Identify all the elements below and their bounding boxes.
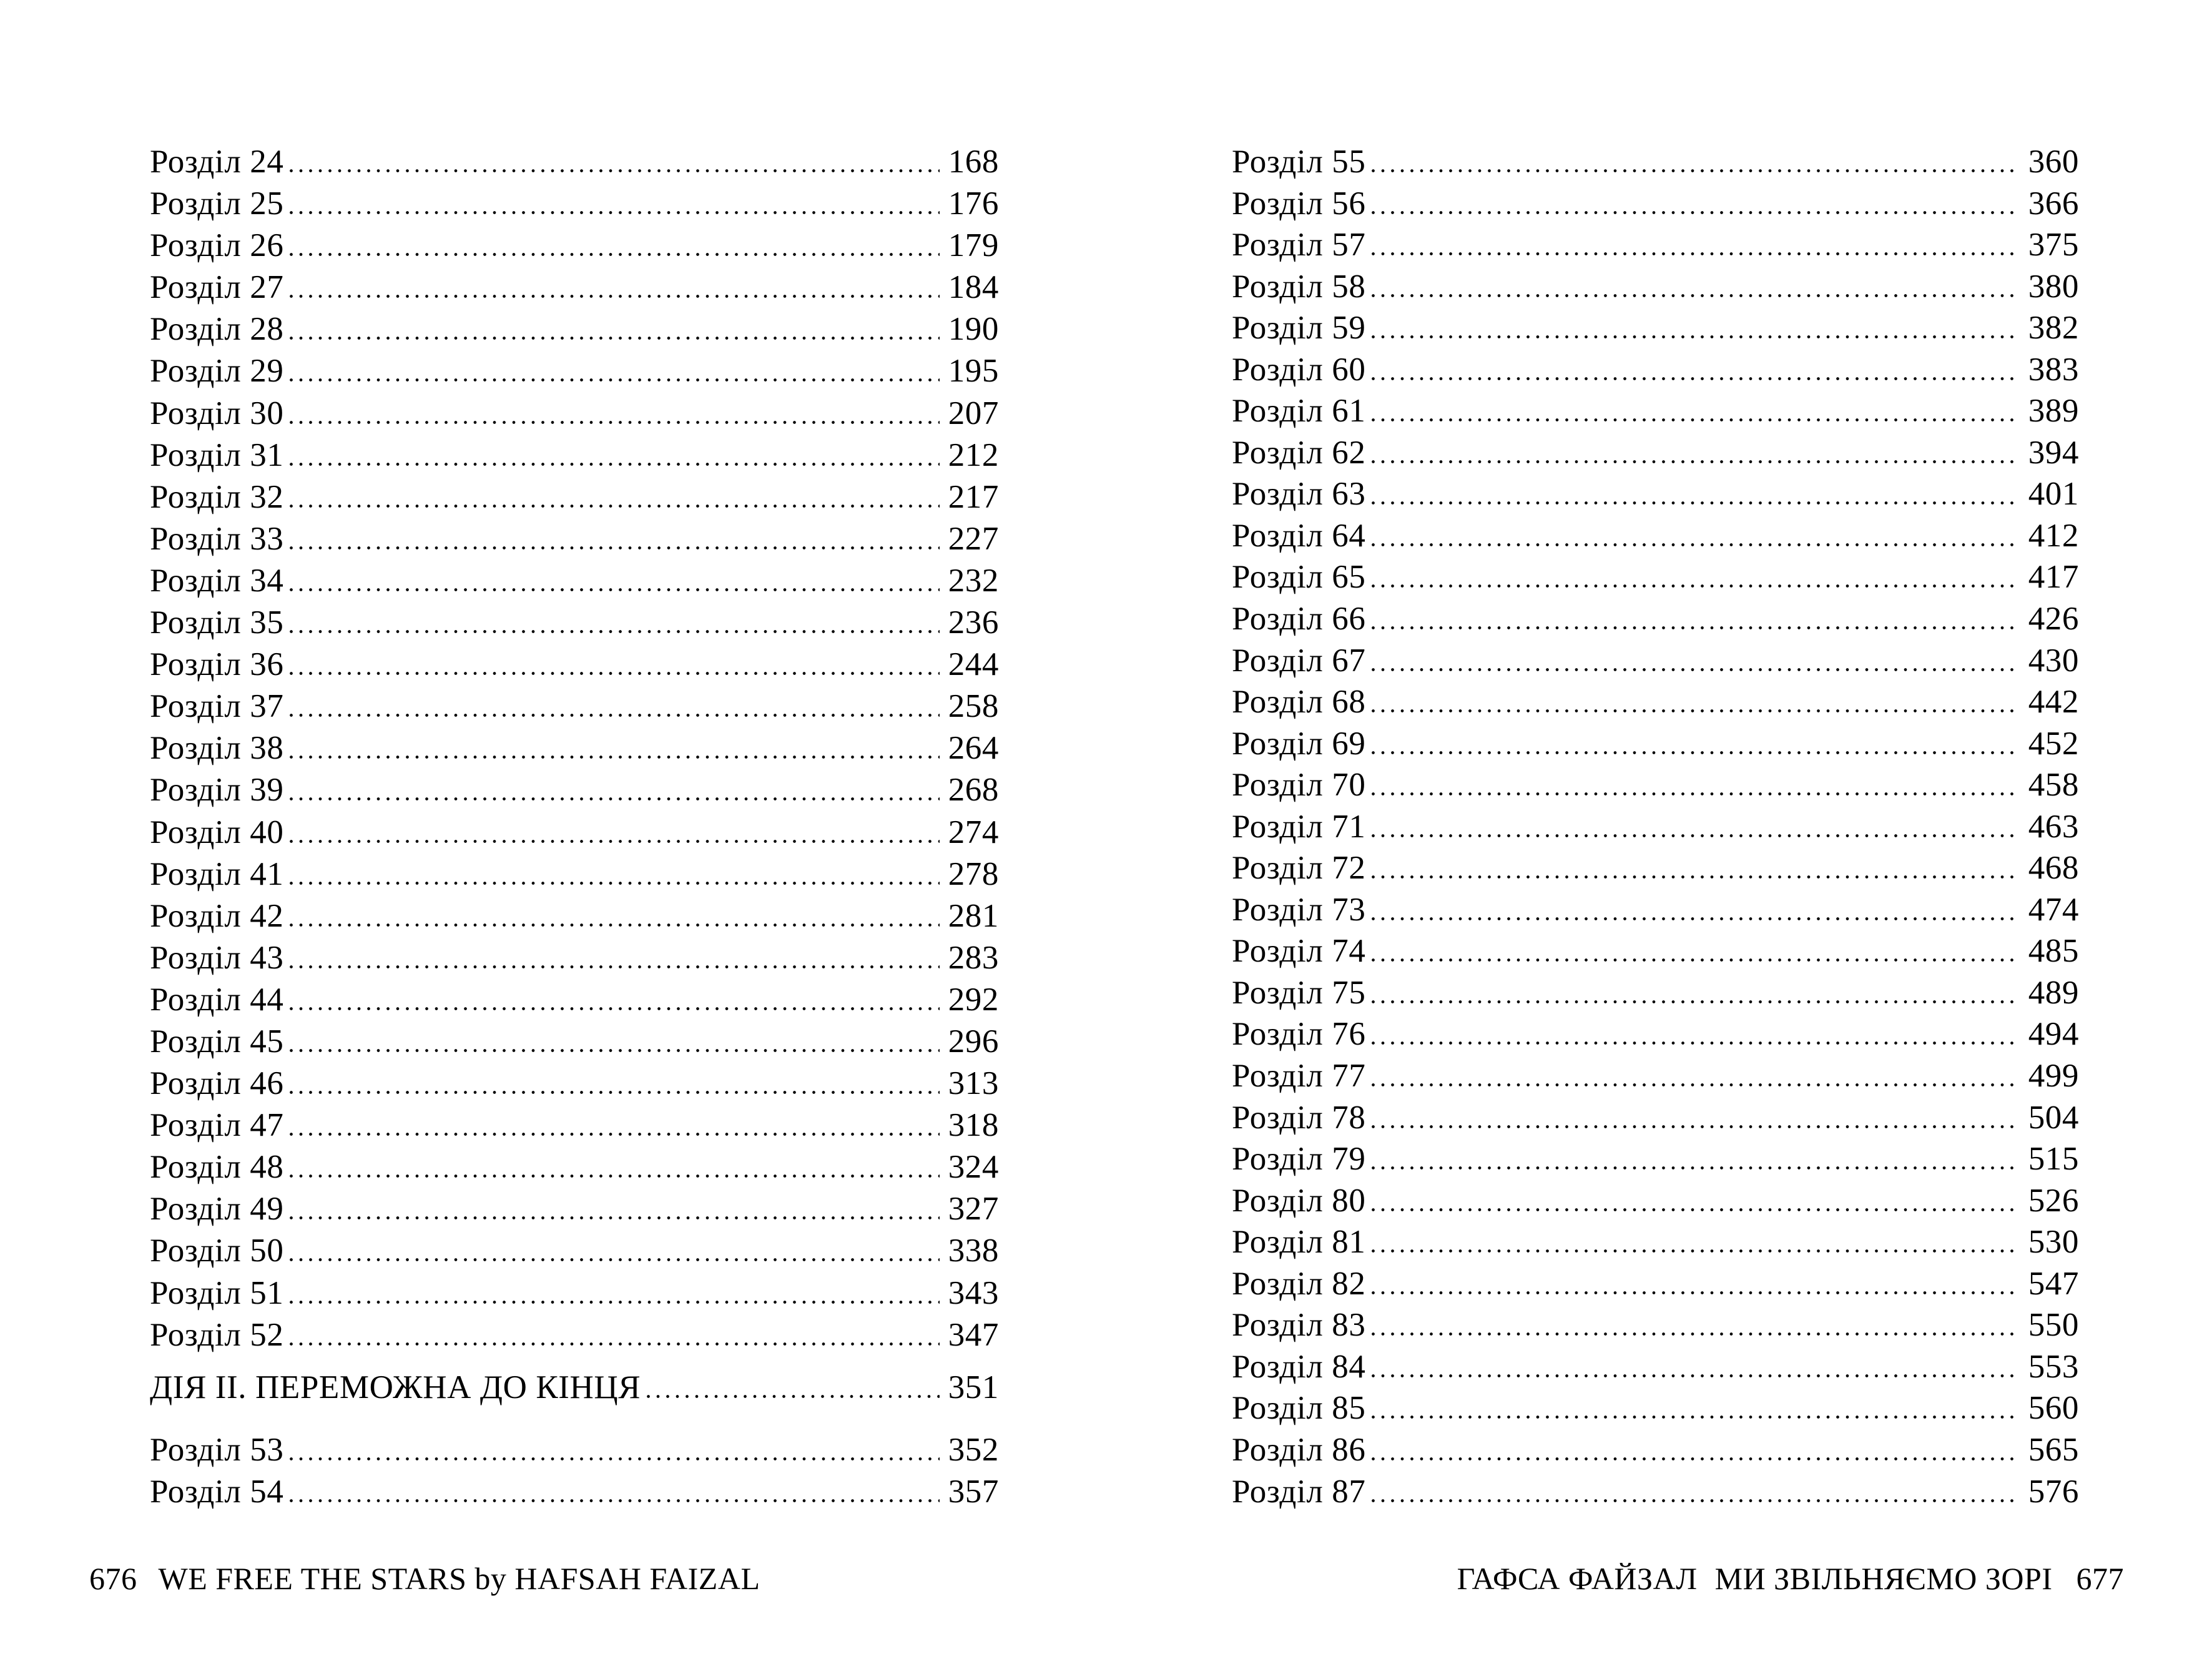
dot-leader xyxy=(290,1457,939,1460)
toc-entry-page-number: 412 xyxy=(2028,517,2079,554)
toc-entry-label: Розділ 73 xyxy=(1232,891,1366,928)
toc-entry-page-number: 426 xyxy=(2028,601,2079,638)
toc-entry-page-number: 352 xyxy=(948,1431,999,1468)
toc-entry-row xyxy=(1232,1346,2079,1388)
toc-entry-label: Розділ 74 xyxy=(1232,933,1366,970)
toc-entry-row xyxy=(1232,847,2079,889)
toc-entry-page-number: 430 xyxy=(2028,642,2079,679)
right-page-toc-column xyxy=(1232,141,2079,1512)
toc-entry-page-number: 474 xyxy=(2028,891,2079,928)
toc-entry-row xyxy=(150,937,999,979)
toc-entry-page-number: 463 xyxy=(2028,808,2079,845)
left-page-footer xyxy=(89,1560,760,1597)
dot-leader xyxy=(1372,668,2019,671)
toc-entry-row xyxy=(1232,1180,2079,1222)
toc-entry-page-number: 292 xyxy=(948,981,999,1018)
toc-entry-page-number: 281 xyxy=(948,897,999,934)
dot-leader xyxy=(1372,958,2019,962)
toc-entry-label: Розділ 44 xyxy=(150,981,284,1018)
dot-leader xyxy=(1372,377,2019,380)
toc-entry-label: Розділ 28 xyxy=(150,311,284,348)
dot-leader xyxy=(1372,1332,2019,1336)
dot-leader xyxy=(290,1216,939,1219)
toc-entry-label: Розділ 32 xyxy=(150,478,284,515)
dot-leader xyxy=(1372,460,2019,463)
toc-entry-page-number: 547 xyxy=(2028,1265,2079,1302)
toc-entry-page-number: 258 xyxy=(948,688,999,725)
dot-leader xyxy=(290,965,939,968)
toc-entry-row xyxy=(150,1063,999,1105)
toc-entry-label: Розділ 38 xyxy=(150,730,284,767)
toc-entry-page-number: 207 xyxy=(948,395,999,431)
toc-entry-row xyxy=(1232,141,2079,183)
toc-entry-row xyxy=(1232,224,2079,266)
dot-leader xyxy=(290,546,939,549)
toc-entry-page-number: 217 xyxy=(948,478,999,515)
dot-leader xyxy=(290,463,939,466)
toc-act-heading-label: ДІЯ II. ПЕРЕМОЖНА ДО КІНЦЯ xyxy=(150,1369,641,1405)
toc-entry-page-number: 499 xyxy=(2028,1058,2079,1095)
toc-act-heading-row xyxy=(150,1367,999,1409)
toc-entry-row xyxy=(1232,889,2079,931)
toc-entry-page-number: 296 xyxy=(948,1023,999,1060)
dot-leader xyxy=(290,1258,939,1261)
toc-entry-label: Розділ 86 xyxy=(1232,1431,1366,1468)
left-footer-byline: by HAFSAH FAIZAL xyxy=(474,1561,760,1596)
toc-entry-row xyxy=(1232,930,2079,972)
toc-entry-row xyxy=(150,1314,999,1356)
toc-entry-label: Розділ 24 xyxy=(150,144,284,180)
toc-entry-row xyxy=(150,435,999,476)
toc-entry-row xyxy=(150,141,999,183)
dot-leader xyxy=(290,337,939,340)
dot-leader xyxy=(290,672,939,675)
dot-leader xyxy=(1372,792,2019,795)
dot-leader xyxy=(1372,543,2019,546)
toc-entry-page-number: 227 xyxy=(948,520,999,557)
toc-entry-row xyxy=(1232,806,2079,848)
toc-entry-page-number: 357 xyxy=(948,1473,999,1510)
toc-entry-row xyxy=(150,1188,999,1230)
toc-entry-page-number: 278 xyxy=(948,855,999,892)
dot-leader xyxy=(290,1133,939,1136)
dot-leader xyxy=(290,756,939,759)
toc-entry-label: Розділ 83 xyxy=(1232,1307,1366,1344)
dot-leader xyxy=(1372,1000,2019,1003)
toc-entry-label: Розділ 80 xyxy=(1232,1182,1366,1219)
toc-entry-row xyxy=(150,602,999,644)
toc-entry-row xyxy=(150,393,999,435)
dot-leader xyxy=(1372,211,2019,214)
toc-entry-page-number: 184 xyxy=(948,269,999,306)
toc-entry-label: Розділ 34 xyxy=(150,562,284,599)
toc-entry-page-number: 318 xyxy=(948,1107,999,1144)
toc-entry-page-number: 560 xyxy=(2028,1390,2079,1427)
dot-leader xyxy=(290,588,939,591)
toc-entry-label: Розділ 87 xyxy=(1232,1473,1366,1510)
toc-entry-page-number: 458 xyxy=(2028,767,2079,804)
toc-entry-page-number: 485 xyxy=(2028,933,2079,970)
dot-leader xyxy=(290,253,939,256)
toc-entry-page-number: 236 xyxy=(948,604,999,641)
toc-entry-label: Розділ 59 xyxy=(1232,310,1366,347)
toc-entry-row xyxy=(1232,1429,2079,1471)
toc-entry-page-number: 383 xyxy=(2028,351,2079,388)
toc-entry-label: Розділ 76 xyxy=(1232,1016,1366,1053)
dot-leader xyxy=(1372,875,2019,879)
toc-entry-label: Розділ 54 xyxy=(150,1473,284,1510)
toc-entry-label: Розділ 26 xyxy=(150,227,284,264)
toc-entry-row xyxy=(150,686,999,727)
toc-entry-page-number: 283 xyxy=(948,939,999,976)
toc-entry-page-number: 264 xyxy=(948,730,999,767)
toc-entry-label: Розділ 61 xyxy=(1232,393,1366,430)
toc-entry-row xyxy=(1232,1138,2079,1180)
toc-entry-label: Розділ 35 xyxy=(150,604,284,641)
dot-leader xyxy=(290,1049,939,1052)
toc-entry-page-number: 375 xyxy=(2028,227,2079,263)
toc-entry-page-number: 327 xyxy=(948,1191,999,1228)
toc-entry-label: Розділ 25 xyxy=(150,185,284,222)
toc-entry-row xyxy=(150,1146,999,1188)
toc-entry-row xyxy=(150,1273,999,1314)
toc-entry-label: Розділ 30 xyxy=(150,395,284,431)
toc-entry-row xyxy=(1232,183,2079,225)
dot-leader xyxy=(290,797,939,800)
toc-entry-row xyxy=(1232,972,2079,1014)
toc-entry-label: Розділ 43 xyxy=(150,939,284,976)
toc-entry-label: Розділ 58 xyxy=(1232,268,1366,305)
toc-entry-row xyxy=(1232,681,2079,723)
toc-entry-row xyxy=(150,267,999,308)
right-page-folio: 677 xyxy=(2076,1561,2124,1596)
toc-entry-label: Розділ 48 xyxy=(150,1149,284,1186)
dot-leader xyxy=(290,295,939,298)
dot-leader xyxy=(1372,1166,2019,1169)
toc-entry-row xyxy=(150,350,999,392)
toc-entry-row xyxy=(1232,349,2079,391)
toc-entry-row xyxy=(1232,1263,2079,1305)
dot-leader xyxy=(290,1499,939,1502)
toc-entry-page-number: 468 xyxy=(2028,850,2079,887)
dot-leader xyxy=(1372,751,2019,754)
toc-entry-label: Розділ 70 xyxy=(1232,767,1366,804)
dot-leader xyxy=(1372,335,2019,338)
toc-entry-row xyxy=(150,1021,999,1063)
dot-leader xyxy=(290,1301,939,1304)
toc-entry-page-number: 526 xyxy=(2028,1182,2079,1219)
toc-entry-row xyxy=(1232,1097,2079,1139)
left-page-toc-column xyxy=(150,141,999,1513)
toc-entry-row xyxy=(1232,723,2079,765)
dot-leader xyxy=(290,1091,939,1094)
toc-entry-page-number: 212 xyxy=(948,436,999,473)
toc-entry-page-number: 274 xyxy=(948,814,999,850)
toc-entry-label: Розділ 64 xyxy=(1232,517,1366,554)
dot-leader xyxy=(290,421,939,424)
toc-entry-label: Розділ 62 xyxy=(1232,434,1366,471)
dot-leader xyxy=(290,211,939,214)
dot-leader xyxy=(1372,1499,2019,1502)
toc-entry-label: Розділ 50 xyxy=(150,1233,284,1269)
right-page-footer xyxy=(1457,1560,2124,1597)
toc-entry-row xyxy=(150,895,999,937)
toc-entry-label: Розділ 72 xyxy=(1232,850,1366,887)
toc-entry-label: Розділ 45 xyxy=(150,1023,284,1060)
toc-entry-row xyxy=(1232,390,2079,432)
left-page-folio: 676 xyxy=(89,1561,137,1596)
toc-entry-label: Розділ 57 xyxy=(1232,227,1366,263)
toc-entry-page-number: 351 xyxy=(948,1369,999,1405)
toc-entry-row xyxy=(150,183,999,225)
toc-entry-row xyxy=(150,727,999,769)
toc-entry-row xyxy=(150,644,999,686)
toc-entry-row xyxy=(150,812,999,854)
dot-leader xyxy=(1372,1291,2019,1294)
toc-entry-row xyxy=(150,1230,999,1272)
toc-entry-page-number: 382 xyxy=(2028,310,2079,347)
toc-entry-row xyxy=(150,979,999,1021)
toc-entry-row xyxy=(150,769,999,811)
toc-entry-label: Розділ 81 xyxy=(1232,1224,1366,1261)
dot-leader xyxy=(290,630,939,633)
dot-leader xyxy=(1372,1083,2019,1086)
toc-entry-row xyxy=(150,476,999,518)
toc-entry-page-number: 168 xyxy=(948,144,999,180)
dot-leader xyxy=(1372,501,2019,505)
dot-leader xyxy=(290,923,939,927)
toc-entry-label: Розділ 75 xyxy=(1232,974,1366,1011)
toc-entry-page-number: 366 xyxy=(2028,185,2079,222)
dot-leader xyxy=(1372,1208,2019,1211)
dot-leader xyxy=(1372,418,2019,421)
dot-leader xyxy=(290,169,939,172)
toc-entry-label: Розділ 27 xyxy=(150,269,284,306)
toc-entry-label: Розділ 41 xyxy=(150,855,284,892)
toc-entry-page-number: 515 xyxy=(2028,1141,2079,1178)
toc-entry-row xyxy=(150,518,999,560)
dot-leader xyxy=(1372,709,2019,712)
toc-entry-row xyxy=(1232,1304,2079,1346)
dot-leader xyxy=(1372,1374,2019,1377)
toc-entry-label: Розділ 84 xyxy=(1232,1348,1366,1385)
toc-entry-page-number: 530 xyxy=(2028,1224,2079,1261)
toc-entry-label: Розділ 52 xyxy=(150,1316,284,1353)
dot-leader xyxy=(290,1174,939,1178)
dot-leader xyxy=(1372,294,2019,297)
toc-entry-label: Розділ 65 xyxy=(1232,559,1366,596)
toc-entry-page-number: 232 xyxy=(948,562,999,599)
right-footer-book-title: МИ ЗВІЛЬНЯЄМО ЗОРІ xyxy=(1714,1561,2053,1596)
toc-entry-label: Розділ 36 xyxy=(150,646,284,683)
toc-entry-label: Розділ 71 xyxy=(1232,808,1366,845)
dot-leader xyxy=(1372,626,2019,629)
toc-entry-row xyxy=(1232,1387,2079,1429)
toc-entry-page-number: 343 xyxy=(948,1274,999,1311)
dot-leader xyxy=(290,1342,939,1346)
toc-entry-label: Розділ 69 xyxy=(1232,725,1366,762)
toc-entry-page-number: 313 xyxy=(948,1065,999,1102)
dot-leader xyxy=(1372,1041,2019,1045)
dot-leader xyxy=(290,378,939,382)
toc-entry-label: Розділ 46 xyxy=(150,1065,284,1102)
toc-entry-label: Розділ 33 xyxy=(150,520,284,557)
dot-leader xyxy=(1372,917,2019,920)
toc-entry-page-number: 576 xyxy=(2028,1473,2079,1510)
toc-entry-page-number: 401 xyxy=(2028,476,2079,513)
toc-entry-label: Розділ 37 xyxy=(150,688,284,725)
toc-entry-row xyxy=(1232,556,2079,598)
toc-entry-page-number: 452 xyxy=(2028,725,2079,762)
toc-entry-label: Розділ 55 xyxy=(1232,144,1366,180)
toc-entry-label: Розділ 67 xyxy=(1232,642,1366,679)
toc-entry-page-number: 417 xyxy=(2028,559,2079,596)
toc-entry-row xyxy=(150,854,999,895)
toc-entry-row xyxy=(1232,764,2079,806)
toc-entry-label: Розділ 31 xyxy=(150,436,284,473)
toc-entry-page-number: 338 xyxy=(948,1233,999,1269)
toc-entry-row xyxy=(1232,1013,2079,1055)
toc-entry-row xyxy=(1232,473,2079,515)
dot-leader xyxy=(290,840,939,843)
toc-entry-label: Розділ 85 xyxy=(1232,1390,1366,1427)
toc-entry-page-number: 380 xyxy=(2028,268,2079,305)
dot-leader xyxy=(647,1395,939,1398)
toc-entry-label: Розділ 82 xyxy=(1232,1265,1366,1302)
toc-entry-row xyxy=(150,308,999,350)
dot-leader xyxy=(290,714,939,717)
toc-entry-label: Розділ 66 xyxy=(1232,601,1366,638)
toc-entry-label: Розділ 60 xyxy=(1232,351,1366,388)
left-footer-book-title: WE FREE THE STARS xyxy=(158,1561,467,1596)
toc-entry-label: Розділ 78 xyxy=(1232,1099,1366,1136)
dot-leader xyxy=(1372,1457,2019,1460)
toc-entry-page-number: 494 xyxy=(2028,1016,2079,1053)
dot-leader xyxy=(1372,1249,2019,1253)
toc-entry-label: Розділ 53 xyxy=(150,1431,284,1468)
toc-entry-page-number: 550 xyxy=(2028,1307,2079,1344)
toc-entry-row xyxy=(1232,515,2079,557)
toc-entry-label: Розділ 68 xyxy=(1232,684,1366,721)
toc-entry-page-number: 324 xyxy=(948,1149,999,1186)
toc-entry-page-number: 190 xyxy=(948,311,999,348)
toc-entry-page-number: 268 xyxy=(948,772,999,809)
toc-entry-row xyxy=(150,225,999,267)
toc-entry-page-number: 195 xyxy=(948,353,999,390)
dot-leader xyxy=(1372,1125,2019,1128)
toc-entry-label: Розділ 49 xyxy=(150,1191,284,1228)
toc-entry-page-number: 565 xyxy=(2028,1431,2079,1468)
toc-entry-label: Розділ 47 xyxy=(150,1107,284,1144)
right-footer-author: ГАФСА ФАЙЗАЛ xyxy=(1457,1561,1698,1596)
toc-entry-row xyxy=(1232,307,2079,349)
toc-entry-page-number: 504 xyxy=(2028,1099,2079,1136)
toc-entry-page-number: 553 xyxy=(2028,1348,2079,1385)
toc-entry-page-number: 179 xyxy=(948,227,999,264)
toc-entry-row xyxy=(1232,640,2079,682)
toc-entry-page-number: 394 xyxy=(2028,434,2079,471)
dot-leader xyxy=(290,505,939,508)
dot-leader xyxy=(1372,169,2019,172)
toc-entry-page-number: 347 xyxy=(948,1316,999,1353)
toc-entry-label: Розділ 51 xyxy=(150,1274,284,1311)
toc-entry-page-number: 360 xyxy=(2028,144,2079,180)
dot-leader xyxy=(1372,584,2019,588)
toc-entry-label: Розділ 77 xyxy=(1232,1058,1366,1095)
toc-entry-label: Розділ 40 xyxy=(150,814,284,850)
toc-entry-row xyxy=(1232,1221,2079,1263)
toc-entry-page-number: 489 xyxy=(2028,974,2079,1011)
toc-entry-row xyxy=(150,1429,999,1471)
toc-entry-label: Розділ 79 xyxy=(1232,1141,1366,1178)
toc-entry-page-number: 176 xyxy=(948,185,999,222)
toc-entry-row xyxy=(1232,1471,2079,1513)
toc-entry-page-number: 244 xyxy=(948,646,999,683)
toc-entry-page-number: 442 xyxy=(2028,684,2079,721)
toc-entry-row xyxy=(150,1105,999,1146)
dot-leader xyxy=(1372,834,2019,837)
toc-entry-row xyxy=(1232,432,2079,474)
toc-entry-label: Розділ 56 xyxy=(1232,185,1366,222)
toc-entry-label: Розділ 39 xyxy=(150,772,284,809)
toc-entry-row xyxy=(150,560,999,602)
toc-entry-row xyxy=(150,1471,999,1513)
toc-entry-page-number: 389 xyxy=(2028,393,2079,430)
dot-leader xyxy=(1372,252,2019,255)
toc-entry-row xyxy=(1232,598,2079,640)
toc-entry-label: Розділ 63 xyxy=(1232,476,1366,513)
toc-entry-label: Розділ 42 xyxy=(150,897,284,934)
dot-leader xyxy=(290,1007,939,1010)
dot-leader xyxy=(1372,1415,2019,1419)
toc-entry-row xyxy=(1232,1055,2079,1097)
toc-entry-row xyxy=(1232,266,2079,308)
toc-entry-label: Розділ 29 xyxy=(150,353,284,390)
dot-leader xyxy=(290,882,939,885)
